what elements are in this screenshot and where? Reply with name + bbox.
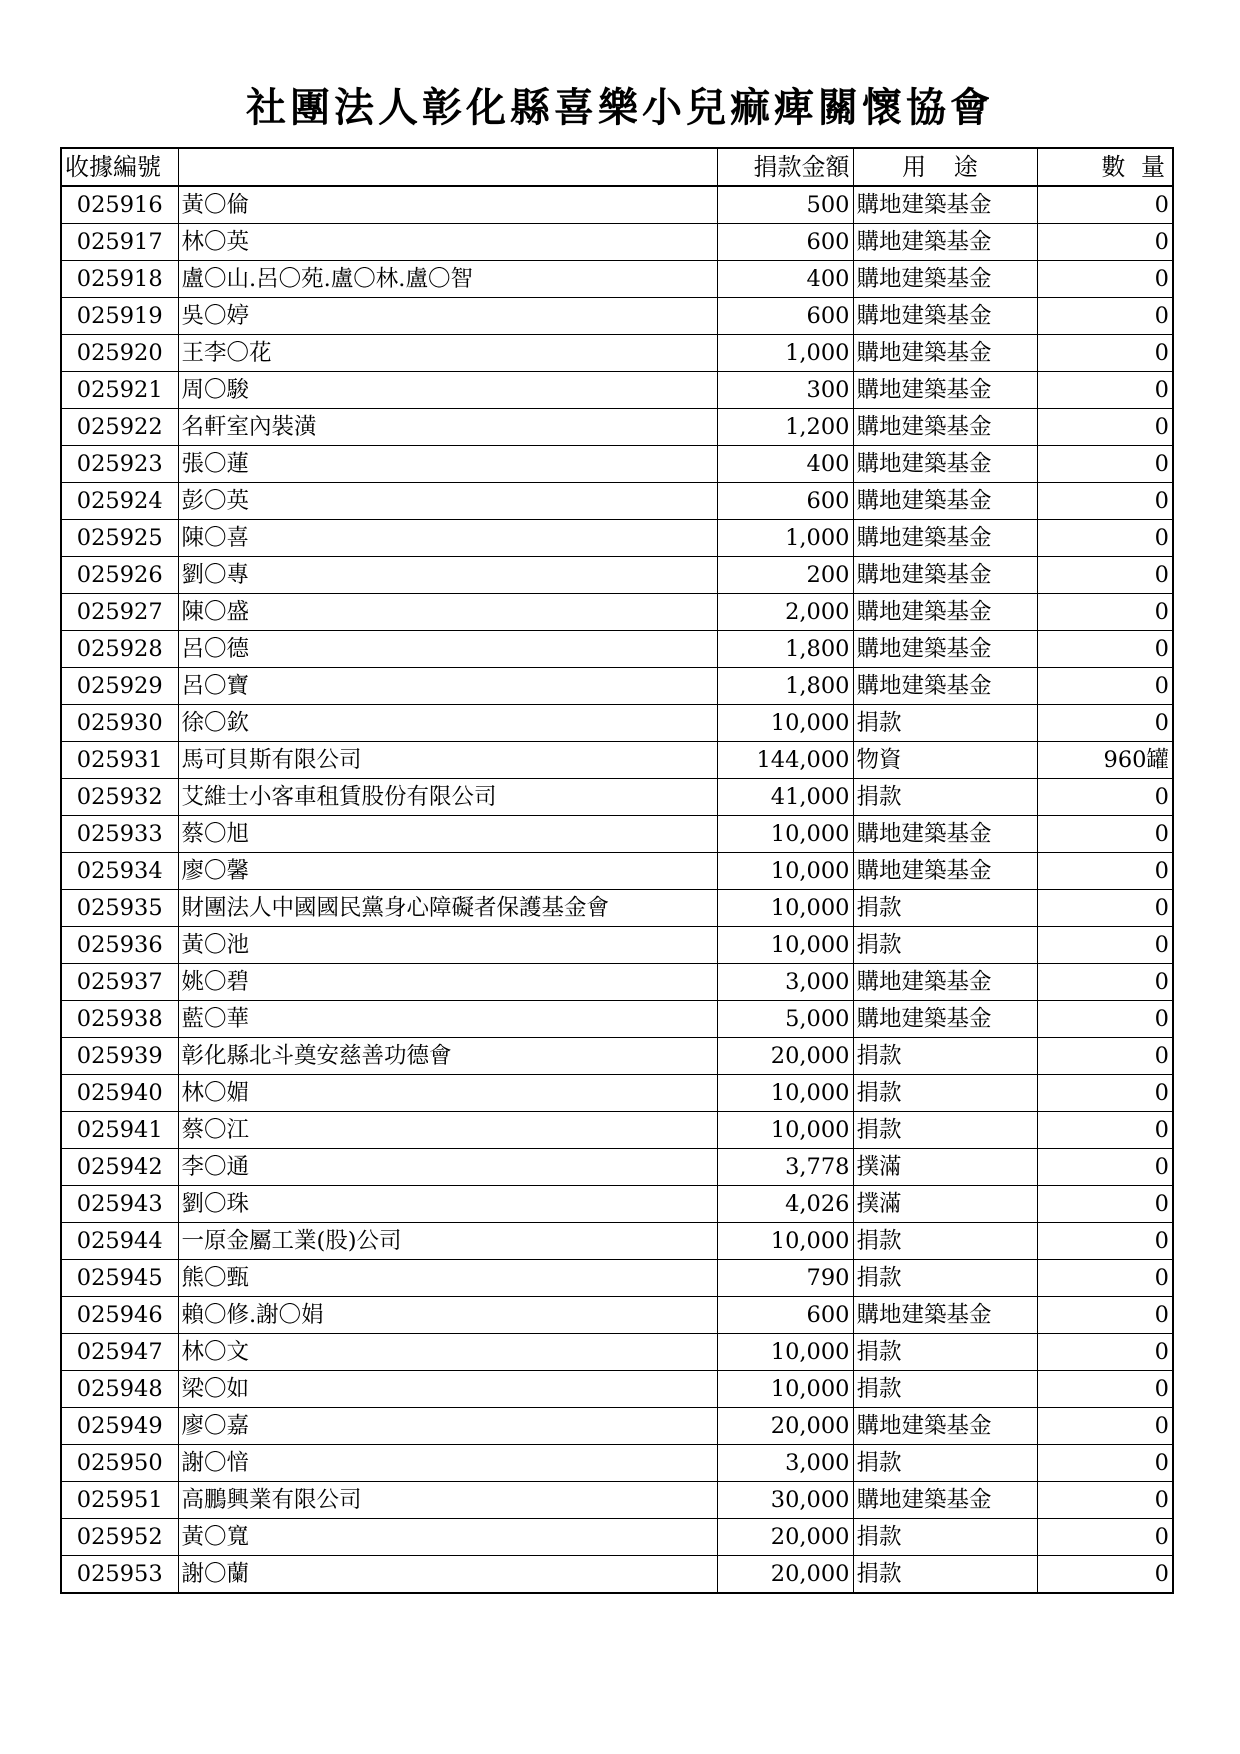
table-row [61, 927, 1173, 964]
donor-name-cell: 彭〇英 [178, 483, 717, 520]
purpose-cell: 購地建築基金 [853, 631, 1037, 668]
amount-cell: 144,000 [717, 742, 853, 779]
donor-name-cell: 劉〇專 [178, 557, 717, 594]
amount-cell: 1,800 [717, 668, 853, 705]
quantity-cell: 0 [1037, 409, 1173, 446]
purpose-cell: 購地建築基金 [853, 964, 1037, 1001]
table-row [61, 1482, 1173, 1519]
quantity-cell: 0 [1037, 372, 1173, 409]
table-row [61, 890, 1173, 927]
donor-name-cell: 陳〇盛 [178, 594, 717, 631]
quantity-cell: 0 [1037, 1334, 1173, 1371]
amount-cell: 5,000 [717, 1001, 853, 1038]
donor-name-cell: 藍〇華 [178, 1001, 717, 1038]
receipt-no-cell: 025926 [61, 557, 178, 594]
table-row [61, 816, 1173, 853]
table-row [61, 483, 1173, 520]
receipt-no-cell: 025938 [61, 1001, 178, 1038]
amount-cell: 20,000 [717, 1408, 853, 1445]
donor-name-cell: 高鵬興業有限公司 [178, 1482, 717, 1519]
purpose-cell: 購地建築基金 [853, 224, 1037, 261]
donor-name-cell: 賴〇修.謝〇娟 [178, 1297, 717, 1334]
table-row [61, 1001, 1173, 1038]
amount-cell: 10,000 [717, 816, 853, 853]
amount-cell: 41,000 [717, 779, 853, 816]
quantity-cell: 0 [1037, 853, 1173, 890]
amount-cell: 400 [717, 261, 853, 298]
table-row [61, 1371, 1173, 1408]
table-row [61, 409, 1173, 446]
donor-name-cell: 廖〇馨 [178, 853, 717, 890]
table-row [61, 1223, 1173, 1260]
table-row [61, 1186, 1173, 1223]
amount-cell: 600 [717, 224, 853, 261]
header-receipt-no: 收據編號 [61, 148, 178, 186]
quantity-cell: 0 [1037, 1556, 1173, 1594]
quantity-cell: 0 [1037, 594, 1173, 631]
purpose-cell: 購地建築基金 [853, 668, 1037, 705]
quantity-cell: 0 [1037, 224, 1173, 261]
table-row [61, 594, 1173, 631]
amount-cell: 10,000 [717, 1334, 853, 1371]
quantity-cell: 0 [1037, 1038, 1173, 1075]
purpose-cell: 購地建築基金 [853, 1482, 1037, 1519]
table-row [61, 446, 1173, 483]
quantity-cell: 0 [1037, 1482, 1173, 1519]
receipt-no-cell: 025949 [61, 1408, 178, 1445]
amount-cell: 600 [717, 298, 853, 335]
donor-name-cell: 彰化縣北斗奠安慈善功德會 [178, 1038, 717, 1075]
table-row [61, 335, 1173, 372]
purpose-cell: 捐款 [853, 1445, 1037, 1482]
receipt-no-cell: 025937 [61, 964, 178, 1001]
purpose-cell: 捐款 [853, 1556, 1037, 1594]
purpose-cell: 捐款 [853, 1112, 1037, 1149]
table-row [61, 1408, 1173, 1445]
amount-cell: 10,000 [717, 1075, 853, 1112]
receipt-no-cell: 025950 [61, 1445, 178, 1482]
receipt-no-cell: 025923 [61, 446, 178, 483]
purpose-cell: 購地建築基金 [853, 186, 1037, 224]
purpose-cell: 購地建築基金 [853, 853, 1037, 890]
purpose-cell: 購地建築基金 [853, 335, 1037, 372]
purpose-cell: 購地建築基金 [853, 446, 1037, 483]
amount-cell: 300 [717, 372, 853, 409]
receipt-no-cell: 025935 [61, 890, 178, 927]
donor-name-cell: 吳〇婷 [178, 298, 717, 335]
table-row [61, 1445, 1173, 1482]
donor-name-cell: 王李〇花 [178, 335, 717, 372]
purpose-cell: 捐款 [853, 1371, 1037, 1408]
donor-name-cell: 林〇媚 [178, 1075, 717, 1112]
receipt-no-cell: 025933 [61, 816, 178, 853]
quantity-cell: 960罐 [1037, 742, 1173, 779]
receipt-no-cell: 025943 [61, 1186, 178, 1223]
purpose-cell: 物資 [853, 742, 1037, 779]
receipt-no-cell: 025940 [61, 1075, 178, 1112]
table-row [61, 372, 1173, 409]
header-name [178, 148, 717, 186]
table-row [61, 1260, 1173, 1297]
quantity-cell: 0 [1037, 890, 1173, 927]
receipt-no-cell: 025930 [61, 705, 178, 742]
purpose-cell: 捐款 [853, 927, 1037, 964]
quantity-cell: 0 [1037, 261, 1173, 298]
amount-cell: 10,000 [717, 853, 853, 890]
amount-cell: 10,000 [717, 705, 853, 742]
donor-name-cell: 周〇駿 [178, 372, 717, 409]
purpose-cell: 購地建築基金 [853, 1408, 1037, 1445]
receipt-no-cell: 025945 [61, 1260, 178, 1297]
quantity-cell: 0 [1037, 520, 1173, 557]
receipt-no-cell: 025931 [61, 742, 178, 779]
receipt-no-cell: 025924 [61, 483, 178, 520]
donor-name-cell: 姚〇碧 [178, 964, 717, 1001]
receipt-no-cell: 025929 [61, 668, 178, 705]
donor-name-cell: 張〇蓮 [178, 446, 717, 483]
amount-cell: 1,000 [717, 335, 853, 372]
donor-name-cell: 呂〇寶 [178, 668, 717, 705]
purpose-cell: 購地建築基金 [853, 1001, 1037, 1038]
quantity-cell: 0 [1037, 1260, 1173, 1297]
quantity-cell: 0 [1037, 816, 1173, 853]
purpose-cell: 購地建築基金 [853, 261, 1037, 298]
table-row [61, 520, 1173, 557]
quantity-cell: 0 [1037, 668, 1173, 705]
quantity-cell: 0 [1037, 1519, 1173, 1556]
purpose-cell: 購地建築基金 [853, 483, 1037, 520]
receipt-no-cell: 025941 [61, 1112, 178, 1149]
donor-name-cell: 李〇通 [178, 1149, 717, 1186]
amount-cell: 1,800 [717, 631, 853, 668]
amount-cell: 600 [717, 1297, 853, 1334]
quantity-cell: 0 [1037, 1297, 1173, 1334]
quantity-cell: 0 [1037, 631, 1173, 668]
purpose-cell: 捐款 [853, 1038, 1037, 1075]
table-row [61, 1075, 1173, 1112]
table-row [61, 1149, 1173, 1186]
purpose-cell: 捐款 [853, 779, 1037, 816]
table-row [61, 1112, 1173, 1149]
receipt-no-cell: 025948 [61, 1371, 178, 1408]
purpose-cell: 捐款 [853, 1260, 1037, 1297]
donor-name-cell: 財團法人中國國民黨身心障礙者保護基金會 [178, 890, 717, 927]
purpose-cell: 捐款 [853, 1223, 1037, 1260]
donor-name-cell: 謝〇愔 [178, 1445, 717, 1482]
table-row [61, 964, 1173, 1001]
receipt-no-cell: 025927 [61, 594, 178, 631]
purpose-cell: 捐款 [853, 1519, 1037, 1556]
table-row [61, 1297, 1173, 1334]
donor-name-cell: 黃〇池 [178, 927, 717, 964]
amount-cell: 200 [717, 557, 853, 594]
table-row [61, 668, 1173, 705]
donor-name-cell: 蔡〇旭 [178, 816, 717, 853]
donor-name-cell: 黃〇倫 [178, 186, 717, 224]
receipt-no-cell: 025920 [61, 335, 178, 372]
donor-name-cell: 劉〇珠 [178, 1186, 717, 1223]
purpose-cell: 捐款 [853, 890, 1037, 927]
amount-cell: 30,000 [717, 1482, 853, 1519]
purpose-cell: 購地建築基金 [853, 520, 1037, 557]
donor-name-cell: 梁〇如 [178, 1371, 717, 1408]
quantity-cell: 0 [1037, 705, 1173, 742]
table-body [61, 186, 1173, 1593]
amount-cell: 3,000 [717, 964, 853, 1001]
quantity-cell: 0 [1037, 1149, 1173, 1186]
donor-name-cell: 陳〇喜 [178, 520, 717, 557]
amount-cell: 20,000 [717, 1519, 853, 1556]
header-purpose: 用 途 [853, 148, 1037, 186]
receipt-no-cell: 025952 [61, 1519, 178, 1556]
table-row [61, 853, 1173, 890]
table-row [61, 224, 1173, 261]
purpose-cell: 撲滿 [853, 1149, 1037, 1186]
quantity-cell: 0 [1037, 1112, 1173, 1149]
quantity-cell: 0 [1037, 1371, 1173, 1408]
donor-name-cell: 呂〇德 [178, 631, 717, 668]
receipt-no-cell: 025918 [61, 261, 178, 298]
table-row [61, 1519, 1173, 1556]
donor-name-cell: 林〇文 [178, 1334, 717, 1371]
amount-cell: 3,778 [717, 1149, 853, 1186]
purpose-cell: 捐款 [853, 1075, 1037, 1112]
purpose-cell: 購地建築基金 [853, 298, 1037, 335]
amount-cell: 1,200 [717, 409, 853, 446]
amount-cell: 400 [717, 446, 853, 483]
donor-name-cell: 黃〇寬 [178, 1519, 717, 1556]
amount-cell: 500 [717, 186, 853, 224]
purpose-cell: 撲滿 [853, 1186, 1037, 1223]
receipt-no-cell: 025953 [61, 1556, 178, 1594]
table-row [61, 261, 1173, 298]
amount-cell: 10,000 [717, 1112, 853, 1149]
quantity-cell: 0 [1037, 964, 1173, 1001]
receipt-no-cell: 025939 [61, 1038, 178, 1075]
donor-name-cell: 名軒室內裝潢 [178, 409, 717, 446]
table-row [61, 557, 1173, 594]
quantity-cell: 0 [1037, 446, 1173, 483]
receipt-no-cell: 025916 [61, 186, 178, 224]
table-row [61, 742, 1173, 779]
donor-name-cell: 林〇英 [178, 224, 717, 261]
page-title: 社團法人彰化縣喜樂小兒痲痺關懷協會 [246, 85, 994, 131]
donor-name-cell: 一原金屬工業(股)公司 [178, 1223, 717, 1260]
quantity-cell: 0 [1037, 1075, 1173, 1112]
donor-name-cell: 盧〇山.呂〇苑.盧〇林.盧〇智 [178, 261, 717, 298]
quantity-cell: 0 [1037, 779, 1173, 816]
table-row [61, 186, 1173, 224]
amount-cell: 20,000 [717, 1556, 853, 1594]
amount-cell: 10,000 [717, 927, 853, 964]
quantity-cell: 0 [1037, 483, 1173, 520]
purpose-cell: 捐款 [853, 1334, 1037, 1371]
receipt-no-cell: 025936 [61, 927, 178, 964]
donor-name-cell: 蔡〇江 [178, 1112, 717, 1149]
receipt-no-cell: 025951 [61, 1482, 178, 1519]
amount-cell: 790 [717, 1260, 853, 1297]
amount-cell: 10,000 [717, 890, 853, 927]
amount-cell: 20,000 [717, 1038, 853, 1075]
table-header-row [61, 148, 1173, 186]
quantity-cell: 0 [1037, 186, 1173, 224]
receipt-no-cell: 025919 [61, 298, 178, 335]
purpose-cell: 購地建築基金 [853, 409, 1037, 446]
purpose-cell: 購地建築基金 [853, 1297, 1037, 1334]
quantity-cell: 0 [1037, 298, 1173, 335]
quantity-cell: 0 [1037, 1186, 1173, 1223]
receipt-no-cell: 025925 [61, 520, 178, 557]
donor-name-cell: 謝〇蘭 [178, 1556, 717, 1594]
receipt-no-cell: 025928 [61, 631, 178, 668]
donation-table [60, 147, 1174, 1594]
amount-cell: 10,000 [717, 1371, 853, 1408]
donor-name-cell: 徐〇欽 [178, 705, 717, 742]
amount-cell: 1,000 [717, 520, 853, 557]
table-row [61, 1038, 1173, 1075]
receipt-no-cell: 025944 [61, 1223, 178, 1260]
purpose-cell: 購地建築基金 [853, 557, 1037, 594]
quantity-cell: 0 [1037, 927, 1173, 964]
quantity-cell: 0 [1037, 557, 1173, 594]
amount-cell: 10,000 [717, 1223, 853, 1260]
quantity-cell: 0 [1037, 335, 1173, 372]
quantity-cell: 0 [1037, 1408, 1173, 1445]
donor-name-cell: 熊〇甄 [178, 1260, 717, 1297]
purpose-cell: 購地建築基金 [853, 372, 1037, 409]
table-row [61, 1556, 1173, 1594]
table-row [61, 631, 1173, 668]
table-row [61, 1334, 1173, 1371]
purpose-cell: 購地建築基金 [853, 816, 1037, 853]
table-row [61, 779, 1173, 816]
quantity-cell: 0 [1037, 1223, 1173, 1260]
header-quantity: 數 量 [1037, 148, 1173, 186]
receipt-no-cell: 025942 [61, 1149, 178, 1186]
amount-cell: 2,000 [717, 594, 853, 631]
purpose-cell: 捐款 [853, 705, 1037, 742]
donor-name-cell: 馬可貝斯有限公司 [178, 742, 717, 779]
table-row [61, 298, 1173, 335]
table-row [61, 705, 1173, 742]
amount-cell: 600 [717, 483, 853, 520]
amount-cell: 3,000 [717, 1445, 853, 1482]
receipt-no-cell: 025946 [61, 1297, 178, 1334]
amount-cell: 4,026 [717, 1186, 853, 1223]
receipt-no-cell: 025921 [61, 372, 178, 409]
receipt-no-cell: 025922 [61, 409, 178, 446]
quantity-cell: 0 [1037, 1445, 1173, 1482]
purpose-cell: 購地建築基金 [853, 594, 1037, 631]
receipt-no-cell: 025932 [61, 779, 178, 816]
receipt-no-cell: 025947 [61, 1334, 178, 1371]
donor-name-cell: 艾維士小客車租賃股份有限公司 [178, 779, 717, 816]
receipt-no-cell: 025934 [61, 853, 178, 890]
quantity-cell: 0 [1037, 1001, 1173, 1038]
header-amount: 捐款金額 [717, 148, 853, 186]
donor-name-cell: 廖〇嘉 [178, 1408, 717, 1445]
receipt-no-cell: 025917 [61, 224, 178, 261]
